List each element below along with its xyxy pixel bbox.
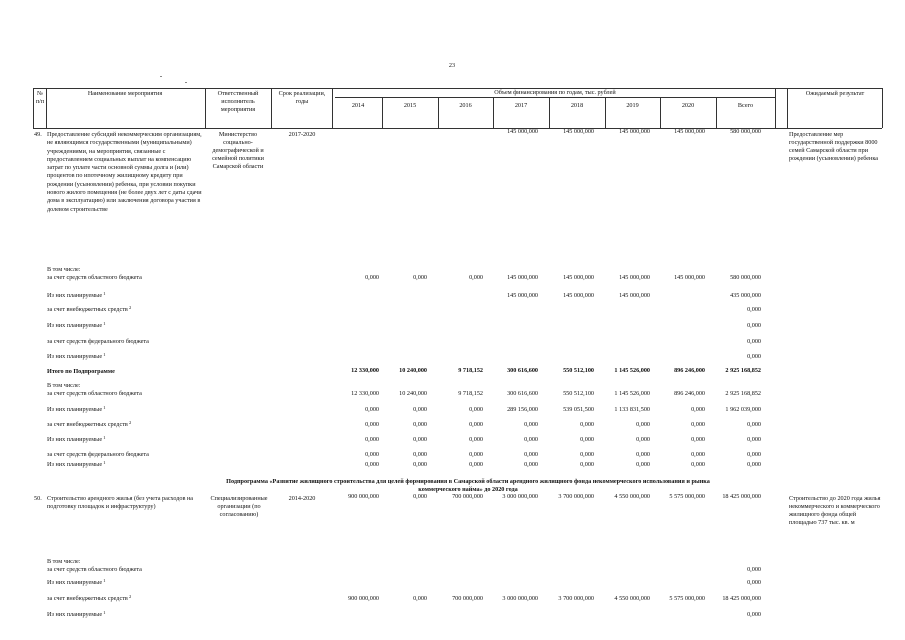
row49-sub-value: 0,000 [747, 338, 761, 345]
row50-result: Строительство до 2020 года жилья некоммерческого и коммерческого жилищного фонда общей площадью 737 тыс. кв. м [789, 495, 881, 526]
row49-sub-value: 145 000,000 [507, 292, 538, 299]
row49-sub-label: за счет средств федерального бюджета [47, 338, 149, 345]
row50-value: 0,000 [413, 493, 427, 500]
total-value: 550 512,100 [563, 367, 594, 374]
row50-sub-value: 5 575 000,000 [669, 595, 705, 602]
row49-term: 2017-2020 [288, 131, 316, 138]
subtotal-value: 9 718,152 [458, 390, 483, 397]
header-vline-5 [775, 88, 776, 128]
total-value: 9 718,152 [458, 367, 483, 374]
subtotal-label: Из них планируемые $^1$ [47, 435, 106, 443]
subtotal-value: 0,000 [413, 421, 427, 428]
row50-sub-label: за счет внебюджетных средств $^2$ [47, 594, 132, 602]
subtotal-value: 1 145 526,000 [614, 390, 650, 397]
header-result: Ожидаемый результат [805, 90, 865, 97]
row49-result: Предоставление мер государственной поддержки 8000 семей Самарской области при рождении (усыновлении) ребенка [789, 131, 878, 162]
row49-sub-value: 0,000 [413, 274, 427, 281]
header-year: 2016 [459, 102, 472, 109]
subtotal-value: 289 156,000 [507, 406, 538, 413]
row50-sub-value: 4 550 000,000 [614, 595, 650, 602]
header-year: 2014 [351, 102, 365, 109]
row50-value: 700 000,000 [452, 493, 483, 500]
scan-speck [160, 76, 162, 77]
row50-sub-value: 0,000 [747, 579, 761, 586]
header-year: 2018 [570, 102, 584, 109]
row49-sub-label: за счет внебюджетных средств $^2$ [47, 305, 132, 313]
subtotal-value: 0,000 [413, 436, 427, 443]
row50-sub-value: 0,000 [747, 566, 761, 573]
row50-sub-value: 0,000 [747, 611, 761, 618]
subtotal-value: 0,000 [747, 461, 761, 468]
subtotal-value: 0,000 [691, 451, 705, 458]
row49-sub-value: 145 000,000 [507, 274, 538, 281]
row50-sub-value: 18 425 000,000 [722, 595, 761, 602]
header-funding: Объем финансирования по годам, тыс. рублей [494, 89, 616, 96]
subtotal-value: 0,000 [747, 436, 761, 443]
row50-name: Строительство арендного жилья (без учета расходов на подготовку площадок и инфраструктуру) [47, 495, 194, 510]
row50-responsible: Специализированные организации (по согласованию) [210, 495, 268, 518]
row49-name: Предоставление субсидий некоммерческим организациям, не являющимся государственными (муниципальными) учреждениями, на мероприятия, связанные с предоставлением социальных выплат на компенсацию затрат по уплате части основной суммы долга и (или) процентов по ипотечному жилищному кредиту при рождении (усыновлении) ребенка, при условии покупки нового жилого помещения (не более двух лет с даты сдачи дома в эксплуатацию) или заключения договора участия в долевом строительстве [47, 131, 202, 213]
total-value: 2 925 168,852 [725, 367, 761, 374]
scan-speck [185, 82, 187, 83]
subtotal-value: 0,000 [580, 451, 594, 458]
row50-sub-value: 700 000,000 [452, 595, 483, 602]
row50-num: 50. [34, 495, 42, 502]
total-value: 300 616,600 [507, 367, 538, 374]
row49-sub-value: 0,000 [747, 353, 761, 360]
subtotal-value: 0,000 [469, 421, 483, 428]
subprogram-title: Подпрограмма «Развитие жилищного строительства для целей формирования в Самарской области арендного жилищного фонда некоммерческого использования и рынка коммерческого найма» до 2020 года [226, 478, 710, 493]
subtotal-value: 0,000 [365, 461, 379, 468]
row50-value: 18 425 000,000 [722, 493, 761, 500]
subtotal-value: 12 330,000 [351, 390, 379, 397]
total-value: 10 240,000 [399, 367, 427, 374]
header-responsible: Ответственный исполнитель мероприятия [217, 90, 259, 113]
subtotal-label: Из них планируемые $^1$ [47, 460, 106, 468]
subtotal-value: 0,000 [636, 421, 650, 428]
subtotal-value: 2 925 168,852 [725, 390, 761, 397]
row49-value: 145 000,000 [619, 128, 650, 135]
header-term: Срок реализации, годы [278, 90, 326, 105]
subtotal-label: за счет средств федерального бюджета [47, 451, 149, 458]
row50-sub-value: 900 000,000 [348, 595, 379, 602]
header-name: Наименование мероприятия [87, 90, 163, 97]
subtotal-value: 0,000 [469, 436, 483, 443]
subtotal-value: 0,000 [747, 421, 761, 428]
subtotal-value: 0,000 [691, 406, 705, 413]
row50-sub-value: 0,000 [413, 595, 427, 602]
subtotal-value: 0,000 [524, 421, 538, 428]
row50-sub-label: Из них планируемые $^1$ [47, 610, 106, 618]
row49-sub-value: 0,000 [469, 274, 483, 281]
subtotal-value: 0,000 [636, 451, 650, 458]
row49-sub-value: 145 000,000 [619, 292, 650, 299]
subtotal-value: 0,000 [691, 436, 705, 443]
subtotal-value: 1 962 039,000 [725, 406, 761, 413]
subtotal-value: 0,000 [691, 461, 705, 468]
row49-sub-value: 145 000,000 [674, 274, 705, 281]
row49-value: 145 000,000 [563, 128, 594, 135]
subtotal-value: 0,000 [580, 461, 594, 468]
subtotal-value: 539 051,500 [563, 406, 594, 413]
subtotal-value: 0,000 [524, 436, 538, 443]
row49-num: 49. [34, 131, 42, 138]
funding-header-divider [335, 97, 775, 98]
subtotal-value: 300 616,600 [507, 390, 538, 397]
header-num: № п/п [35, 90, 45, 105]
subtotal-value: 0,000 [524, 451, 538, 458]
row49-sub-label: Из них планируемые $^1$ [47, 321, 106, 329]
subtotal-value: 0,000 [524, 461, 538, 468]
subtotal-value: 10 240,000 [399, 390, 427, 397]
row50-sub-label: В том числе: за счет средств областного бюджета [47, 558, 142, 573]
subtotal-label: Из них планируемые $^1$ [47, 405, 106, 413]
row49-value: 580 000,000 [730, 128, 761, 135]
row49-value: 145 000,000 [674, 128, 705, 135]
subtotal-value: 0,000 [365, 451, 379, 458]
header-vline-6 [787, 88, 788, 128]
row50-sub-label: Из них планируемые $^1$ [47, 578, 106, 586]
header-vline-2 [205, 88, 206, 128]
header-year: Всего [737, 102, 754, 109]
subtotal-value: 0,000 [580, 421, 594, 428]
subtotal-value: 0,000 [469, 461, 483, 468]
row50-value: 3 000 000,000 [502, 493, 538, 500]
subtotal-value: 550 512,100 [563, 390, 594, 397]
row50-value: 5 575 000,000 [669, 493, 705, 500]
subtotal-value: 0,000 [413, 451, 427, 458]
header-year: 2015 [403, 102, 417, 109]
header-year: 2020 [681, 102, 695, 109]
row49-sub-label: Из них планируемые $^1$ [47, 352, 106, 360]
header-year: 2017 [514, 102, 528, 109]
header-year: 2019 [626, 102, 639, 109]
row49-sub-value: 435 000,000 [730, 292, 761, 299]
subtotal-value: 0,000 [747, 451, 761, 458]
subtotal-label: В том числе: за счет средств областного бюджета [47, 382, 142, 397]
row49-sub-label: В том числе: за счет средств областного бюджета [47, 266, 142, 281]
subtotal-value: 0,000 [636, 436, 650, 443]
total-value: 1 145 526,000 [614, 367, 650, 374]
header-vline-1 [46, 88, 47, 128]
subtotal-value: 1 133 831,500 [614, 406, 650, 413]
row50-value: 3 700 000,000 [558, 493, 594, 500]
row49-value: 145 000,000 [507, 128, 538, 135]
row49-responsible: Министерство социально-демографической и семейной политики Самарской области [212, 131, 264, 170]
subtotal-value: 0,000 [636, 461, 650, 468]
subtotal-value: 0,000 [691, 421, 705, 428]
total-label: Итого по Подпрограмме [47, 368, 115, 375]
subtotal-value: 0,000 [413, 461, 427, 468]
row49-sub-value: 145 000,000 [563, 274, 594, 281]
header-vline-7 [882, 88, 883, 128]
row50-sub-value: 3 000 000,000 [502, 595, 538, 602]
subtotal-value: 896 246,000 [674, 390, 705, 397]
total-value: 12 330,000 [351, 367, 379, 374]
header-vline-4 [332, 88, 333, 128]
subtotal-value: 0,000 [365, 406, 379, 413]
row50-sub-value: 3 700 000,000 [558, 595, 594, 602]
row50-value: 900 000,000 [348, 493, 379, 500]
subtotal-value: 0,000 [413, 406, 427, 413]
subtotal-value: 0,000 [469, 406, 483, 413]
subtotal-value: 0,000 [580, 436, 594, 443]
row50-term: 2014-2020 [288, 495, 316, 502]
row49-sub-value: 0,000 [365, 274, 379, 281]
row49-sub-value: 0,000 [747, 306, 761, 313]
total-value: 896 246,000 [674, 367, 705, 374]
row49-sub-value: 145 000,000 [563, 292, 594, 299]
row50-value: 4 550 000,000 [614, 493, 650, 500]
subtotal-value: 0,000 [365, 436, 379, 443]
row49-sub-value: 0,000 [747, 322, 761, 329]
row49-sub-value: 580 000,000 [730, 274, 761, 281]
row49-sub-label: Из них планируемые $^1$ [47, 291, 106, 299]
subtotal-label: за счет внебюджетных средств $^2$ [47, 420, 132, 428]
row49-sub-value: 145 000,000 [619, 274, 650, 281]
subtotal-value: 0,000 [469, 451, 483, 458]
page-number: 23 [448, 62, 456, 69]
subtotal-value: 0,000 [365, 421, 379, 428]
